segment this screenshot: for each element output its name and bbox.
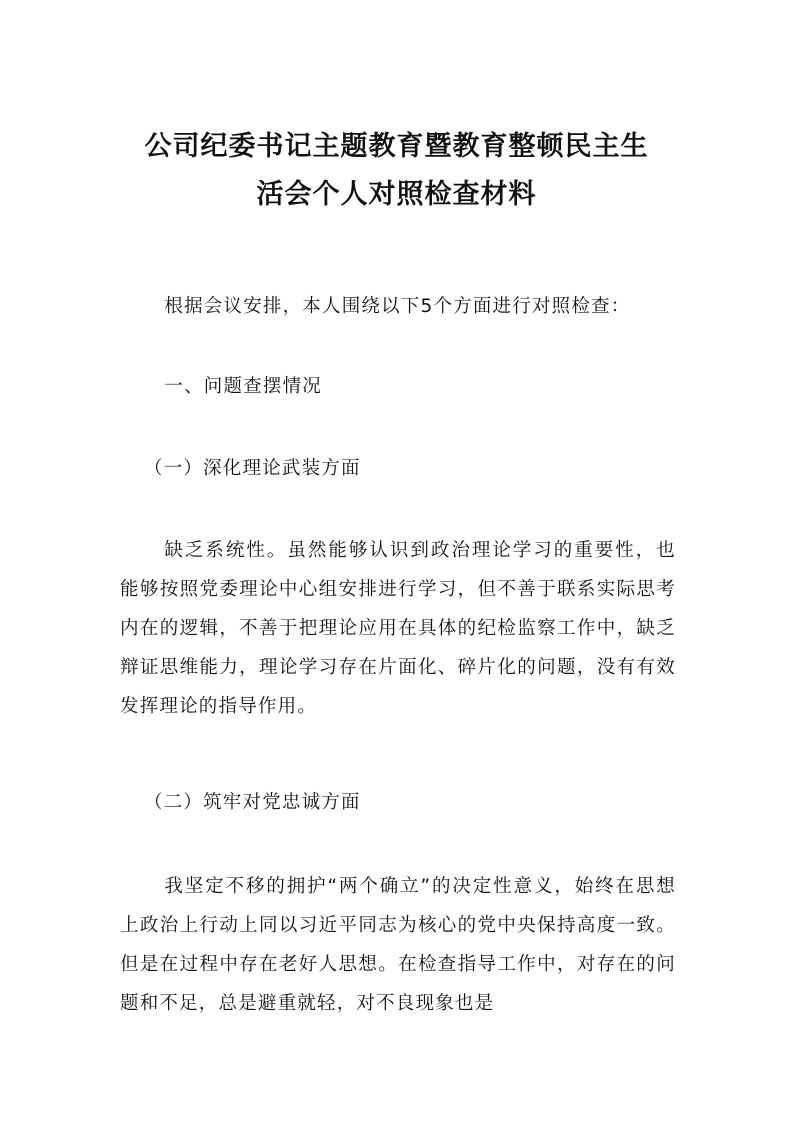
subsection-heading-loyalty: （二）筑牢对党忠诚方面 — [144, 792, 361, 813]
subsection-body-loyalty: 我坚定不移的拥护“两个确立”的决定性意义，始终在思想上政治上行动上同以习近平同志为核心的党中央保持高度一致。但是在过程中存在老好人思想。在检查指导工作中，对存在的问题和不足，总是避重就轻，对不良现象也是 — [120, 876, 676, 1014]
intro-paragraph: 根据会议安排，本人围绕以下5个方面进行对照检查： — [164, 296, 631, 317]
document-title-line-1: 公司纪委书记主题教育暨教育整顿民主生 — [144, 131, 649, 162]
section-heading-problems: 一、问题查摆情况 — [164, 376, 322, 397]
subsection-heading-theory: （一）深化理论武装方面 — [144, 458, 361, 479]
subsection-body-theory: 缺乏系统性。虽然能够认识到政治理论学习的重要性，也能够按照党委理论中心组安排进行学习，但不善于联系实际思考内在的逻辑，不善于把理论应用在具体的纪检监察工作中，缺乏辩证思维能力，理论学习存在片面化、碎片化的问题，没有有效发挥理论的指导作用。 — [120, 540, 676, 717]
document-title-line-2: 活会个人对照检查材料 — [256, 179, 537, 210]
